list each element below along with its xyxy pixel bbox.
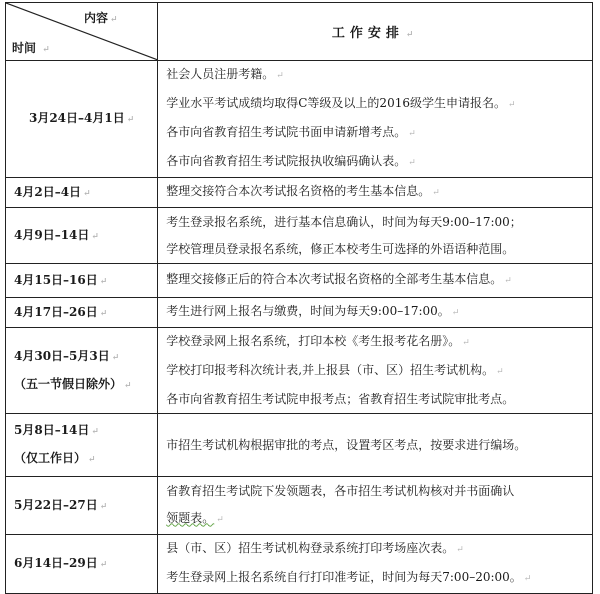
work-cell	[158, 477, 593, 535]
time-cell	[6, 414, 158, 477]
time-cell: 3月24日–4月1日 ↵	[6, 61, 158, 178]
work-cell	[158, 264, 593, 298]
time-cell	[6, 328, 158, 414]
table-row	[6, 178, 593, 208]
time-cell: 4月9日–14日 ↵	[6, 208, 158, 264]
work-line: 市招生考试机构根据审批的考点，设置考区考点，按要求进行编场。	[166, 437, 527, 452]
work-cell	[158, 298, 593, 328]
table-row	[6, 414, 593, 477]
table-row	[6, 535, 593, 594]
work-line: 各市向省教育招生考试院申报考点；省教育招生考试院审批考点。	[166, 392, 515, 406]
table-row	[6, 61, 593, 178]
work-line: 考生登录报名系统，进行基本信息确认，时间为每天9:00–17:00；	[166, 214, 522, 229]
work-header-cell: 工作安排 ↵	[158, 3, 593, 61]
work-line: 学校登录网上报名系统，打印本校《考生报考花名册》。 ↵	[166, 334, 470, 348]
work-line: 整理交接修正后的符合本次考试报名资格的全部考生基本信息。 ↵	[166, 272, 512, 286]
work-line: 考生登录网上报名系统自行打印准考证，时间为每天7:00–20:00。 ↵	[166, 570, 532, 584]
time-note: （五一节假日除外） ↵	[14, 376, 132, 391]
work-line: 省教育招生考试院下发领题表，各市招生考试机构核对并书面确认	[166, 483, 515, 498]
table-row	[6, 477, 593, 535]
diagonal-header-cell	[6, 3, 158, 61]
work-cell	[158, 178, 593, 208]
time-note: （仅工作日） ↵	[14, 451, 96, 465]
time-cell: 5月22日–27日 ↵	[6, 477, 158, 535]
table-row	[6, 328, 593, 414]
work-line: 社会人员注册考籍。 ↵	[166, 67, 284, 81]
table-row	[6, 298, 593, 328]
time-cell: 4月17日–26日 ↵	[6, 298, 158, 328]
time-line: 5月8日–14日 ↵	[14, 423, 99, 437]
work-line: 各市向省教育招生考试院书面申请新增考点。 ↵	[166, 125, 416, 139]
work-cell	[158, 535, 593, 594]
time-line: 4月30日–5月3日 ↵	[14, 348, 120, 363]
time-cell: 4月15日–16日 ↵	[6, 264, 158, 298]
work-line: 学业水平考试成绩均取得C等级及以上的2016级学生申请报名。 ↵	[166, 96, 516, 110]
content-header-label: 内容 ↵	[84, 11, 118, 25]
header-row	[6, 3, 593, 61]
time-header-label: 时间 ↵	[12, 41, 50, 55]
work-line: 学校管理员登录报名系统，修正本校考生可选择的外语语种范围。	[166, 241, 515, 256]
work-cell	[158, 208, 593, 264]
time-cell: 6月14日–29日 ↵	[6, 535, 158, 594]
work-line: 领题表。 ↵	[166, 510, 224, 525]
table-row	[6, 264, 593, 298]
work-cell	[158, 414, 593, 477]
work-line: 学校打印报考科次统计表,并上报县（市、区）招生考试机构。 ↵	[166, 363, 504, 377]
work-cell	[158, 328, 593, 414]
schedule-table	[5, 2, 593, 594]
work-cell	[158, 61, 593, 178]
work-line: 各市向省教育招生考试院报执收编码确认表。 ↵	[166, 154, 416, 168]
work-line: 考生进行网上报名与缴费，时间为每天9:00–17:00。 ↵	[166, 304, 460, 318]
time-cell: 4月2日–4日 ↵	[6, 178, 158, 208]
table-row	[6, 208, 593, 264]
work-line: 县（市、区）招生考试机构登录系统打印考场座次表。 ↵	[166, 541, 464, 555]
work-line: 整理交接符合本次考试报名资格的考生基本信息。 ↵	[166, 184, 440, 198]
